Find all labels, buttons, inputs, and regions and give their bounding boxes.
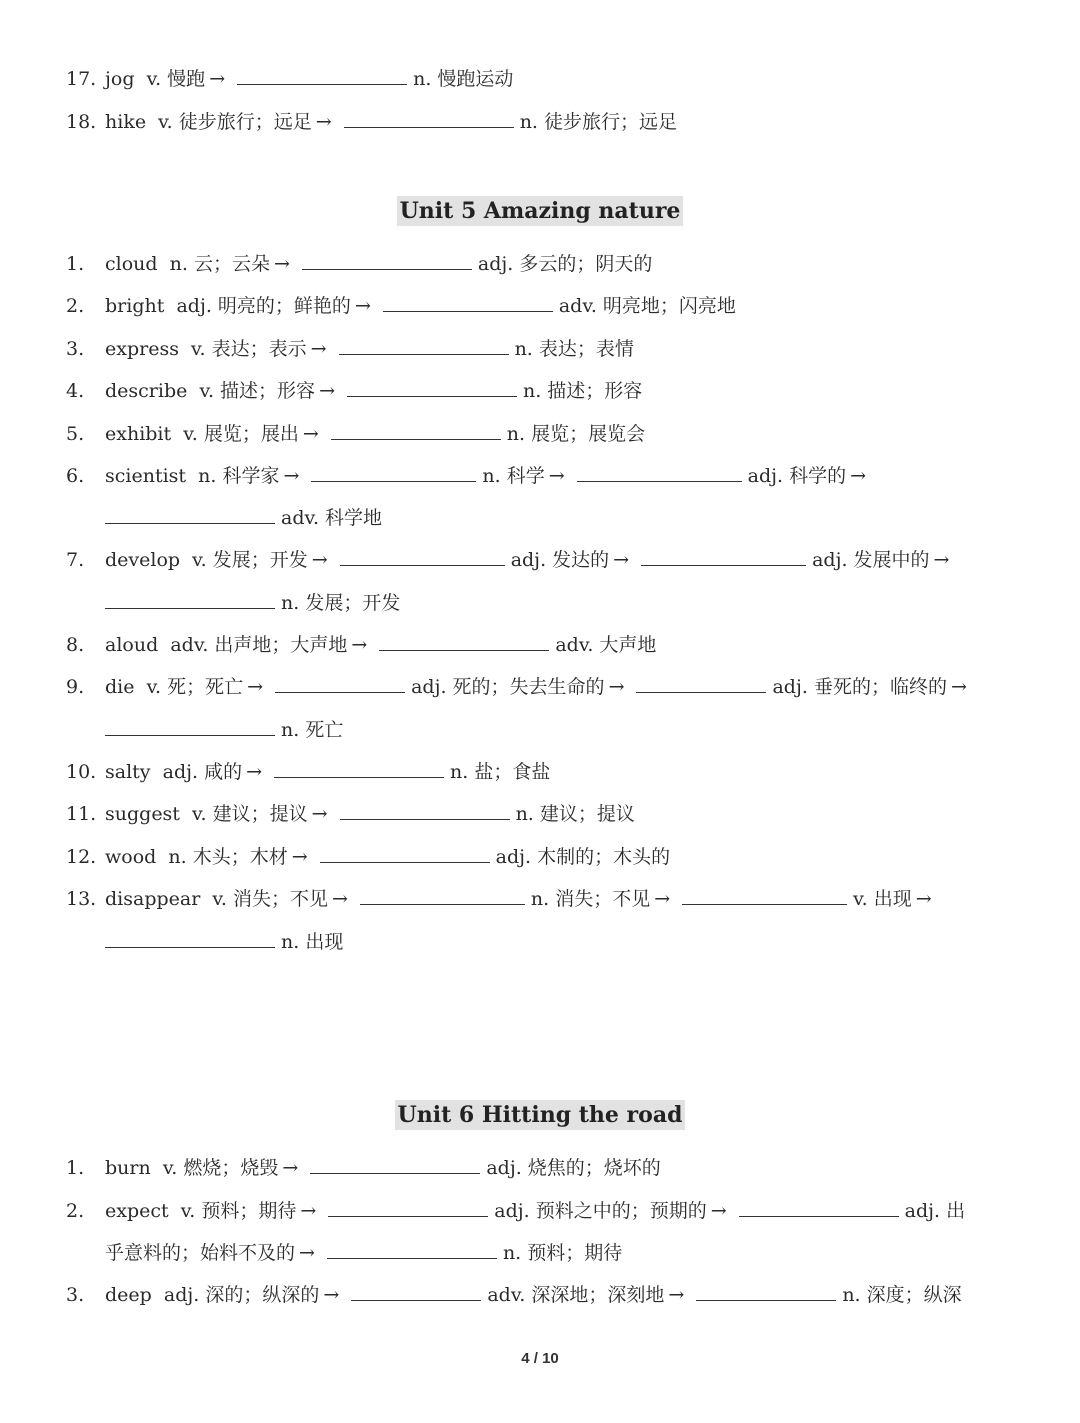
arrow-icon: → <box>283 465 300 487</box>
answer-blank[interactable] <box>347 378 517 397</box>
arrow-icon: → <box>331 888 348 910</box>
vocab-item-1: 1. cloud n. 云；云朵 → adj. 多云的；阴天的 <box>66 253 653 275</box>
unit5-heading: Unit 5 Amazing nature <box>0 198 1080 224</box>
vocab-item-6: 6. scientist n. 科学家 → n. 科学 → adj. 科学的 → <box>66 465 867 487</box>
vocab-item-7: 7. develop v. 发展；开发 → adj. 发达的 → adj. 发展中的 → <box>66 549 950 571</box>
arrow-icon: → <box>850 465 867 487</box>
arrow-icon: → <box>950 676 967 698</box>
vocab-item-2-continued: 乎意料的；始料不及的 → n. 预料；期待 <box>105 1242 623 1264</box>
answer-blank[interactable] <box>696 1282 836 1301</box>
arrow-icon: → <box>291 846 308 868</box>
vocab-item-3: 3. express v. 表达；表示 → n. 表达；表情 <box>66 338 634 360</box>
answer-blank[interactable] <box>237 66 407 85</box>
arrow-icon: → <box>299 1242 315 1264</box>
arrow-icon: → <box>668 1284 685 1306</box>
vocab-item-10: 10. salty adj. 咸的 → n. 盐；食盐 <box>66 761 551 783</box>
vocab-item-5: 5. exhibit v. 展览；展出 → n. 展览；展览会 <box>66 423 646 445</box>
answer-blank[interactable] <box>383 293 553 312</box>
arrow-icon: → <box>315 111 332 133</box>
arrow-icon: → <box>247 676 264 698</box>
arrow-icon: → <box>302 423 319 445</box>
arrow-icon: → <box>274 253 290 275</box>
vocab-item-11: 11. suggest v. 建议；提议 → n. 建议；提议 <box>66 803 635 825</box>
arrow-icon: → <box>282 1157 299 1179</box>
answer-blank[interactable] <box>636 674 766 693</box>
answer-blank[interactable] <box>577 463 742 482</box>
answer-blank[interactable] <box>105 590 275 609</box>
arrow-icon: → <box>933 549 950 571</box>
answer-blank[interactable] <box>311 463 476 482</box>
answer-blank[interactable] <box>340 547 505 566</box>
vocab-item-17: 17. jog v. 慢跑 → n. 慢跑运动 <box>66 68 514 90</box>
vocab-item-13: 13. disappear v. 消失；不见 → n. 消失；不见 → v. 出现 → <box>66 888 932 910</box>
arrow-icon: → <box>710 1200 727 1222</box>
arrow-icon: → <box>654 888 671 910</box>
vocab-item-8: 8. aloud adv. 出声地；大声地 → adv. 大声地 <box>66 634 657 656</box>
vocab-item-12: 12. wood n. 木头；木材 → adj. 木制的；木头的 <box>66 846 671 868</box>
vocab-item-7-continued: n. 发展；开发 <box>105 590 400 615</box>
answer-blank[interactable] <box>379 632 549 651</box>
arrow-icon: → <box>351 634 368 656</box>
arrow-icon: → <box>608 676 625 698</box>
answer-blank[interactable] <box>105 929 275 948</box>
answer-blank[interactable] <box>105 505 275 524</box>
answer-blank[interactable] <box>320 844 490 863</box>
arrow-icon: → <box>310 338 327 360</box>
vocab-item-4: 4. describe v. 描述；形容 → n. 描述；形容 <box>66 380 643 402</box>
answer-blank[interactable] <box>275 674 405 693</box>
vocab-item-2: 2. bright adj. 明亮的；鲜艳的 → adv. 明亮地；闪亮地 <box>66 295 736 317</box>
arrow-icon: → <box>300 1200 317 1222</box>
arrow-icon: → <box>319 380 335 402</box>
arrow-icon: → <box>323 1284 340 1306</box>
vocab-item-9-continued: n. 死亡 <box>105 717 343 742</box>
answer-blank[interactable] <box>344 109 514 128</box>
unit6-heading: Unit 6 Hitting the road <box>0 1102 1080 1128</box>
page-number: 4 / 10 <box>521 1350 559 1367</box>
answer-blank[interactable] <box>739 1198 899 1217</box>
answer-blank[interactable] <box>274 759 444 778</box>
answer-blank[interactable] <box>328 1198 488 1217</box>
answer-blank[interactable] <box>310 1155 480 1174</box>
arrow-icon: → <box>311 549 328 571</box>
arrow-icon: → <box>246 761 263 783</box>
answer-blank[interactable] <box>351 1282 481 1301</box>
answer-blank[interactable] <box>327 1240 497 1259</box>
arrow-icon: → <box>915 888 932 910</box>
answer-blank[interactable] <box>302 251 472 270</box>
vocab-item-1: 1. burn v. 燃烧；烧毁 → adj. 烧焦的；烧坏的 <box>66 1157 661 1179</box>
vocab-item-6-continued: adv. 科学地 <box>105 505 382 530</box>
answer-blank[interactable] <box>682 886 847 905</box>
answer-blank[interactable] <box>340 801 510 820</box>
vocab-item-2: 2. expect v. 预料；期待 → adj. 预料之中的；预期的 → adj. 出 <box>66 1200 966 1222</box>
answer-blank[interactable] <box>360 886 525 905</box>
arrow-icon: → <box>548 465 565 487</box>
answer-blank[interactable] <box>331 421 501 440</box>
answer-blank[interactable] <box>641 547 806 566</box>
vocab-item-18: 18. hike v. 徒步旅行；远足 → n. 徒步旅行；远足 <box>66 111 678 133</box>
arrow-icon: → <box>613 549 630 571</box>
vocab-item-9: 9. die v. 死；死亡 → adj. 死的；失去生命的 → adj. 垂死的；临终的 → <box>66 676 967 698</box>
vocab-item-13-continued: n. 出现 <box>105 929 343 954</box>
arrow-icon: → <box>354 295 371 317</box>
answer-blank[interactable] <box>105 717 275 736</box>
answer-blank[interactable] <box>339 336 509 355</box>
vocab-item-3: 3. deep adj. 深的；纵深的 → adv. 深深地；深刻地 → n. 深度；纵深 <box>66 1284 962 1306</box>
arrow-icon: → <box>209 68 226 90</box>
arrow-icon: → <box>311 803 328 825</box>
